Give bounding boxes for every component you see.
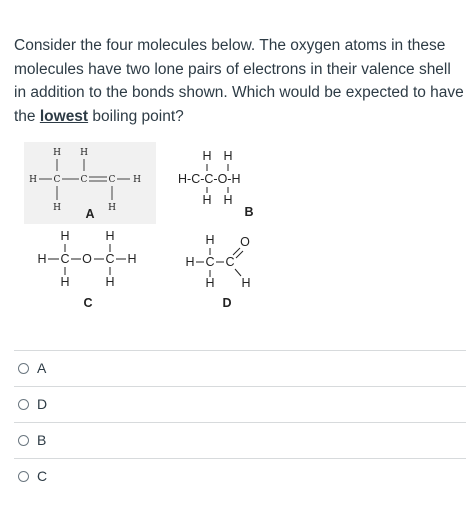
atom-o: O (82, 252, 92, 266)
atom-h: H (223, 149, 233, 163)
option-label: B (37, 432, 47, 448)
divider (14, 422, 466, 423)
radio-button[interactable] (18, 399, 29, 410)
atom-h: H (127, 252, 137, 266)
atom-h: H (108, 203, 116, 213)
atom-c: C (225, 255, 235, 269)
atom-c: C (60, 252, 70, 266)
molecule-c-figure (30, 228, 146, 312)
atom-c: C (53, 175, 61, 185)
radio-button[interactable] (18, 363, 29, 374)
atom-h: H (53, 203, 61, 213)
molecule-a-figure (24, 142, 156, 224)
question-text (14, 34, 464, 128)
molecule-c-label: C (83, 296, 93, 310)
radio-button[interactable] (18, 435, 29, 446)
answer-option-d[interactable] (18, 394, 47, 414)
atom-h: H (29, 175, 37, 185)
option-label: A (37, 360, 47, 376)
answer-option-b[interactable] (18, 430, 46, 450)
molecule-b-label: B (244, 205, 254, 219)
divider (14, 350, 466, 351)
question-text-end: boiling point? (88, 107, 184, 125)
answer-option-c[interactable] (18, 466, 47, 486)
double-bond-line (233, 248, 240, 255)
atom-c: C (205, 255, 215, 269)
atom-h: H (105, 275, 115, 289)
option-label: C (37, 468, 48, 484)
atom-h: H (53, 148, 61, 158)
atom-h: H (37, 252, 47, 266)
double-bond-line (236, 251, 243, 258)
atom-o: O (240, 235, 250, 249)
divider (14, 458, 466, 459)
molecule-a-structure (24, 142, 156, 224)
atom-h: H (80, 148, 88, 158)
atom-h: H (205, 276, 215, 290)
molecule-c-structure (30, 228, 146, 312)
atom-c: C (105, 252, 115, 266)
atom-c: C (108, 175, 116, 185)
question-emphasis: lowest (39, 107, 89, 125)
molecule-b-main-chain: H-C-C-O-H (178, 172, 241, 186)
molecule-d-label: D (222, 296, 232, 310)
atom-c: C (80, 175, 88, 185)
question-text-start: Consider the four molecules below. The oxygen atoms in these molecules have two lone pairs of electrons in their valence shell in addition to the bonds shown. Which would be expected to have the (14, 37, 464, 125)
molecule-d-figure (178, 228, 274, 312)
atom-h: H (105, 229, 115, 243)
atom-h: H (60, 229, 70, 243)
bond-line (235, 269, 241, 276)
molecule-a-label: A (85, 207, 95, 221)
atom-h: H (60, 275, 70, 289)
atom-h: H (202, 193, 212, 207)
divider (14, 386, 466, 387)
answer-option-a[interactable] (18, 358, 46, 378)
atom-h: H (185, 255, 195, 269)
atom-h: H (241, 276, 251, 290)
molecule-d-structure (178, 228, 274, 312)
atom-h: H (133, 175, 141, 185)
atom-h: H (202, 149, 212, 163)
atom-h: H (205, 233, 215, 247)
molecule-b-figure (172, 146, 288, 222)
option-label: D (37, 396, 48, 412)
molecule-b-structure (172, 146, 288, 222)
radio-button[interactable] (18, 471, 29, 482)
atom-h: H (223, 193, 233, 207)
